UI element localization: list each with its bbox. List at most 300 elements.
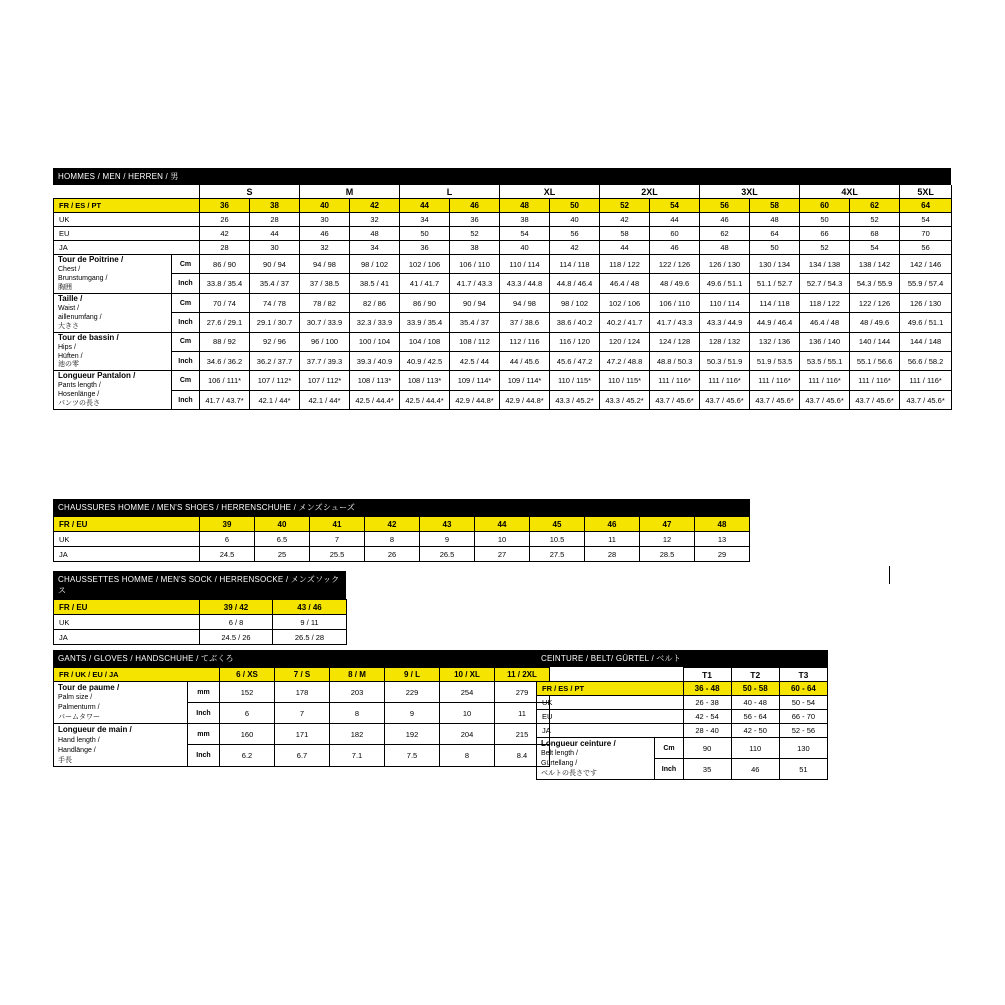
cell: 38.5 / 41: [350, 274, 400, 293]
cell: 39 / 42: [200, 600, 273, 615]
cell: 106 / 110: [650, 293, 700, 312]
men-table-header: HOMMES / MEN / HERREN / 男: [53, 168, 951, 185]
group-label-l: L: [400, 185, 500, 199]
cell: 7: [310, 532, 365, 547]
cell: 108 / 113*: [350, 371, 400, 390]
cell: 11 / 2XL: [495, 668, 550, 682]
measure-label-line: Tour de bassin /: [58, 332, 119, 342]
cell: 44: [600, 241, 650, 255]
cell: 34.6 / 36.2: [200, 352, 250, 371]
cell: 26.5 / 28: [273, 630, 347, 645]
cell: 109 / 114*: [500, 371, 550, 390]
cell: 100 / 104: [350, 332, 400, 351]
cell: 44: [475, 517, 530, 532]
cell: 122 / 126: [850, 293, 900, 312]
cell: 104 / 108: [400, 332, 450, 351]
measure-label-line: Hand length /: [58, 736, 100, 744]
cell: 70 / 74: [200, 293, 250, 312]
row-label-eu: EU: [54, 227, 200, 241]
cell: 78 / 82: [300, 293, 350, 312]
cell: 46: [585, 517, 640, 532]
gloves-table-block: [53, 650, 550, 767]
cell: 68: [850, 227, 900, 241]
cell: 24.5 / 26: [200, 630, 273, 645]
cell: 106 / 110: [450, 255, 500, 274]
cell: 160: [220, 724, 275, 745]
row-label-eu: EU: [537, 710, 684, 724]
cell: 33.9 / 35.4: [400, 313, 450, 332]
cell: 41.7 / 43.3: [650, 313, 700, 332]
cell: 44: [250, 227, 300, 241]
cell: 25.5: [310, 547, 365, 562]
cell: 36: [450, 213, 500, 227]
cell: 9: [385, 703, 440, 724]
cell: 102 / 106: [600, 293, 650, 312]
cell: 203: [330, 682, 385, 703]
cell: 36: [200, 199, 250, 213]
cell: 6 / XS: [220, 668, 275, 682]
cell: 46: [450, 199, 500, 213]
cell: 9 / 11: [273, 615, 347, 630]
measure-label-line: パームタワー: [58, 714, 100, 722]
cell: 50 - 54: [779, 696, 827, 710]
cell: 8.4: [495, 745, 550, 766]
cell: 52: [450, 227, 500, 241]
cell: 182: [330, 724, 385, 745]
cell: 126 / 130: [700, 255, 750, 274]
group-label-4xl: 4XL: [800, 185, 900, 199]
cell: 42.9 / 44.8*: [450, 390, 500, 409]
cell: 62: [850, 199, 900, 213]
men-row-eu: [54, 227, 952, 241]
cell: 108 / 112: [450, 332, 500, 351]
cell: 120 / 124: [600, 332, 650, 351]
cell: 60 - 64: [779, 682, 827, 696]
row-label-fr-eu: FR / EU: [54, 517, 200, 532]
cell: 46: [650, 241, 700, 255]
men-measure-row-waist-cm: [54, 293, 952, 312]
measure-label-line: Hüften /: [58, 352, 83, 360]
cell: 42.5 / 44.4*: [350, 390, 400, 409]
group-label-5xl: 5XL: [900, 185, 952, 199]
cell: 106 / 111*: [200, 371, 250, 390]
cell: 41: [310, 517, 365, 532]
group-label-t2: T2: [731, 668, 779, 682]
cell: 152: [220, 682, 275, 703]
shoes-row-fr-eu: [54, 517, 750, 532]
cell: 58: [750, 199, 800, 213]
cell: 10.5: [530, 532, 585, 547]
cell: 130 / 134: [750, 255, 800, 274]
row-label-sizes: FR / UK / EU / JA: [54, 668, 220, 682]
cell: 41 / 41.7: [400, 274, 450, 293]
cell: 48.8 / 50.3: [650, 352, 700, 371]
cell: 90 / 94: [250, 255, 300, 274]
cell: 55.9 / 57.4: [900, 274, 952, 293]
measure-label-line: 大きさ: [58, 322, 79, 330]
cell: 64: [900, 199, 952, 213]
cell: 6.5: [255, 532, 310, 547]
socks-row-fr-eu: [54, 600, 347, 615]
row-label-fr-eu: FR / EU: [54, 600, 200, 615]
cell: 38.6 / 40.2: [550, 313, 600, 332]
cell: 98 / 102: [350, 255, 400, 274]
cell: 43.7 / 45.6*: [900, 390, 952, 409]
cell: 42.5 / 44: [450, 352, 500, 371]
men-measure-row-pants-cm: [54, 371, 952, 390]
cell: 6 / 8: [200, 615, 273, 630]
cell: 112 / 116: [500, 332, 550, 351]
spacer-cell: [172, 185, 200, 199]
cell: 26 - 38: [683, 696, 731, 710]
cell: 48: [700, 241, 750, 255]
cell: 44.9 / 46.4: [750, 313, 800, 332]
socks-row-ja: [54, 630, 347, 645]
cell: 124 / 128: [650, 332, 700, 351]
unit-mm: mm: [188, 682, 220, 703]
measure-label-line: Waist /: [58, 304, 80, 312]
cell: 27.6 / 29.1: [200, 313, 250, 332]
measure-label-waist: [54, 293, 172, 332]
cell: 54: [650, 199, 700, 213]
cell: 55.1 / 56.6: [850, 352, 900, 371]
cell: 8: [330, 703, 385, 724]
cell: 10: [440, 703, 495, 724]
cell: 48: [500, 199, 550, 213]
group-label-3xl: 3XL: [700, 185, 800, 199]
cell: 110 / 114: [500, 255, 550, 274]
cell: 54.3 / 55.9: [850, 274, 900, 293]
measure-label-line: Belt length /: [541, 750, 578, 758]
cell: 51.1 / 52.7: [750, 274, 800, 293]
cell: 6.2: [220, 745, 275, 766]
cell: 43.7 / 45.6*: [650, 390, 700, 409]
measure-label-palm-size: [54, 682, 188, 724]
cell: 35.4 / 37: [250, 274, 300, 293]
measure-label-line: Pants length /: [58, 382, 101, 390]
cell: 118 / 122: [800, 293, 850, 312]
cell: 44: [400, 199, 450, 213]
cell: 46.4 / 48: [600, 274, 650, 293]
cell: 108 / 113*: [400, 371, 450, 390]
cell: 6: [220, 703, 275, 724]
measure-label-belt-length: [537, 738, 655, 780]
cell: 44 / 45.6: [500, 352, 550, 371]
page-tick-mark: [889, 566, 890, 584]
cell: 25: [255, 547, 310, 562]
shoes-row-uk: [54, 532, 750, 547]
spacer-cell: [537, 668, 655, 682]
men-group-row: [54, 185, 952, 199]
men-row-fr: [54, 199, 952, 213]
cell: 10: [475, 532, 530, 547]
cell: 30: [300, 213, 350, 227]
cell: 36.2 / 37.7: [250, 352, 300, 371]
gloves-hand-mm-row: [54, 724, 550, 745]
cell: 24.5: [200, 547, 255, 562]
measure-label-line: Longueur Pantalon /: [58, 371, 136, 381]
cell: 40.9 / 42.5: [400, 352, 450, 371]
unit-cm: Cm: [172, 255, 200, 274]
measure-label-line: 池の零: [58, 361, 79, 369]
cell: 49.6 / 51.1: [900, 313, 952, 332]
cell: 42.9 / 44.8*: [500, 390, 550, 409]
cell: 50: [550, 199, 600, 213]
cell: 48: [750, 213, 800, 227]
cell: 49.6 / 51.1: [700, 274, 750, 293]
cell: 90: [683, 738, 731, 759]
measure-label-line: Chest /: [58, 265, 81, 273]
cell: 43.3 / 45.2*: [550, 390, 600, 409]
measure-label-line: Tour de paume /: [58, 683, 120, 692]
cell: 171: [275, 724, 330, 745]
cell: 52 - 56: [779, 724, 827, 738]
cell: 50: [800, 213, 850, 227]
cell: 138 / 142: [850, 255, 900, 274]
cell: 42.1 / 44*: [250, 390, 300, 409]
cell: 43.7 / 45.6*: [700, 390, 750, 409]
row-label-fr: FR / ES / PT: [537, 682, 684, 696]
cell: 8: [440, 745, 495, 766]
unit-cm: Cm: [655, 738, 683, 759]
cell: 122 / 126: [650, 255, 700, 274]
cell: 40: [255, 517, 310, 532]
measure-label-line: Handlänge /: [58, 746, 96, 754]
cell: 42 - 54: [683, 710, 731, 724]
measure-label-line: Longueur ceinture /: [541, 739, 616, 748]
cell: 102 / 106: [400, 255, 450, 274]
cell: 12: [640, 532, 695, 547]
cell: 35.4 / 37: [450, 313, 500, 332]
cell: 43.3 / 44.8: [500, 274, 550, 293]
cell: 11: [495, 703, 550, 724]
cell: 42: [200, 227, 250, 241]
men-row-ja: [54, 241, 952, 255]
cell: 52: [850, 213, 900, 227]
unit-inch: Inch: [172, 313, 200, 332]
row-label-ja: JA: [54, 547, 200, 562]
unit-inch: Inch: [172, 390, 200, 409]
belt-table: [536, 667, 828, 780]
measure-label-line: Palm size /: [58, 694, 93, 702]
cell: 107 / 112*: [250, 371, 300, 390]
measure-label-line: Taille /: [58, 293, 83, 303]
cell: 8: [365, 532, 420, 547]
row-label-fr: FR / ES / PT: [54, 199, 200, 213]
men-measure-row-waist-inch: [54, 313, 952, 332]
cell: 54: [500, 227, 550, 241]
cell: 46: [300, 227, 350, 241]
cell: 34: [400, 213, 450, 227]
cell: 40: [500, 241, 550, 255]
cell: 111 / 116*: [700, 371, 750, 390]
cell: 44.8 / 46.4: [550, 274, 600, 293]
cell: 178: [275, 682, 330, 703]
measure-label-line: Tour de Poitrine /: [58, 255, 124, 264]
cell: 94 / 98: [500, 293, 550, 312]
cell: 52: [800, 241, 850, 255]
group-label-t3: T3: [779, 668, 827, 682]
measure-label-line: 手長: [58, 756, 72, 764]
cell: 37.7 / 39.3: [300, 352, 350, 371]
cell: 58: [600, 227, 650, 241]
group-label-2xl: 2XL: [600, 185, 700, 199]
cell: 46: [700, 213, 750, 227]
measure-label-line: Hips /: [58, 343, 76, 351]
unit-mm: mm: [188, 724, 220, 745]
cell: 39.3 / 40.9: [350, 352, 400, 371]
cell: 38: [450, 241, 500, 255]
mens-shoes-table-block: [53, 499, 750, 562]
unit-cm: Cm: [172, 293, 200, 312]
cell: 32: [300, 241, 350, 255]
row-label-ja: JA: [54, 630, 200, 645]
cell: 43 / 46: [273, 600, 347, 615]
cell: 110 / 115*: [550, 371, 600, 390]
cell: 140 / 144: [850, 332, 900, 351]
cell: 64: [750, 227, 800, 241]
cell: 48: [350, 227, 400, 241]
cell: 70: [900, 227, 952, 241]
cell: 74 / 78: [250, 293, 300, 312]
cell: 6.7: [275, 745, 330, 766]
cell: 254: [440, 682, 495, 703]
cell: 128 / 132: [700, 332, 750, 351]
cell: 130: [779, 738, 827, 759]
cell: 37 / 38.6: [500, 313, 550, 332]
group-label-t1: T1: [683, 668, 731, 682]
cell: 10 / XL: [440, 668, 495, 682]
cell: 50.3 / 51.9: [700, 352, 750, 371]
measure-label-line: 胸囲: [58, 283, 72, 291]
cell: 50: [400, 227, 450, 241]
cell: 9 / L: [385, 668, 440, 682]
cell: 29.1 / 30.7: [250, 313, 300, 332]
cell: 54: [850, 241, 900, 255]
men-size-table: [53, 185, 952, 410]
cell: 144 / 148: [900, 332, 952, 351]
cell: 43.7 / 45.6*: [850, 390, 900, 409]
cell: 41.7 / 43.7*: [200, 390, 250, 409]
cell: 45: [530, 517, 585, 532]
spacer-cell: [54, 185, 172, 199]
cell: 50: [750, 241, 800, 255]
unit-cm: Cm: [172, 371, 200, 390]
cell: 86 / 90: [400, 293, 450, 312]
measure-label-line: Hosenlänge /: [58, 391, 100, 399]
spacer-cell: [655, 668, 683, 682]
cell: 94 / 98: [300, 255, 350, 274]
belt-table-block: [536, 650, 828, 780]
cell: 40: [550, 213, 600, 227]
cell: 86 / 90: [200, 255, 250, 274]
cell: 47: [640, 517, 695, 532]
cell: 98 / 102: [550, 293, 600, 312]
cell: 40 - 48: [731, 696, 779, 710]
group-label-s: S: [200, 185, 300, 199]
cell: 46: [731, 759, 779, 780]
cell: 26: [365, 547, 420, 562]
belt-table-header: CEINTURE / BELT/ GÜRTEL / ベルト: [536, 650, 828, 667]
belt-row-eu: [537, 710, 828, 724]
measure-label-line: Brunstumgang /: [58, 274, 108, 282]
cell: 28.5: [640, 547, 695, 562]
unit-inch: Inch: [172, 274, 200, 293]
cell: 37 / 38.5: [300, 274, 350, 293]
cell: 111 / 116*: [650, 371, 700, 390]
cell: 42: [600, 213, 650, 227]
cell: 35: [683, 759, 731, 780]
cell: 30.7 / 33.9: [300, 313, 350, 332]
unit-inch: Inch: [172, 352, 200, 371]
cell: 52.7 / 54.3: [800, 274, 850, 293]
belt-group-row: [537, 668, 828, 682]
cell: 43.7 / 45.6*: [750, 390, 800, 409]
shoes-row-ja: [54, 547, 750, 562]
cell: 40: [300, 199, 350, 213]
cell: 66 - 70: [779, 710, 827, 724]
cell: 42 - 50: [731, 724, 779, 738]
cell: 33.8 / 35.4: [200, 274, 250, 293]
cell: 32: [350, 213, 400, 227]
gloves-size-row: [54, 668, 550, 682]
men-measure-row-pants-inch: [54, 390, 952, 409]
socks-row-uk: [54, 615, 347, 630]
cell: 6: [200, 532, 255, 547]
cell: 39: [200, 517, 255, 532]
cell: 51: [779, 759, 827, 780]
men-measure-row-hips-cm: [54, 332, 952, 351]
cell: 48 / 49.6: [850, 313, 900, 332]
cell: 54: [900, 213, 952, 227]
cell: 42: [550, 241, 600, 255]
cell: 41.7 / 43.3: [450, 274, 500, 293]
cell: 48 / 49.6: [650, 274, 700, 293]
group-label-xl: XL: [500, 185, 600, 199]
shoes-table-header: CHAUSSURES HOMME / MEN'S SHOES / HERRENSCHUHE / メンズシューズ: [53, 499, 750, 516]
cell: 56 - 64: [731, 710, 779, 724]
cell: 53.5 / 55.1: [800, 352, 850, 371]
cell: 26: [200, 213, 250, 227]
cell: 42: [350, 199, 400, 213]
cell: 279: [495, 682, 550, 703]
cell: 27.5: [530, 547, 585, 562]
cell: 192: [385, 724, 440, 745]
cell: 82 / 86: [350, 293, 400, 312]
cell: 142 / 146: [900, 255, 952, 274]
cell: 50 - 58: [731, 682, 779, 696]
cell: 92 / 96: [250, 332, 300, 351]
belt-row-uk: [537, 696, 828, 710]
men-size-table-block: [53, 168, 951, 410]
cell: 42.1 / 44*: [300, 390, 350, 409]
cell: 204: [440, 724, 495, 745]
men-row-uk: [54, 213, 952, 227]
cell: 107 / 112*: [300, 371, 350, 390]
gloves-table: [53, 667, 550, 767]
cell: 215: [495, 724, 550, 745]
cell: 111 / 116*: [900, 371, 952, 390]
cell: 43.3 / 45.2*: [600, 390, 650, 409]
row-label-ja: JA: [537, 724, 684, 738]
row-label-ja: JA: [54, 241, 200, 255]
measure-label-pants-length: [54, 371, 172, 410]
cell: 66: [800, 227, 850, 241]
cell: 60: [650, 227, 700, 241]
unit-inch: Inch: [655, 759, 683, 780]
cell: 32.3 / 33.9: [350, 313, 400, 332]
cell: 43.3 / 44.9: [700, 313, 750, 332]
